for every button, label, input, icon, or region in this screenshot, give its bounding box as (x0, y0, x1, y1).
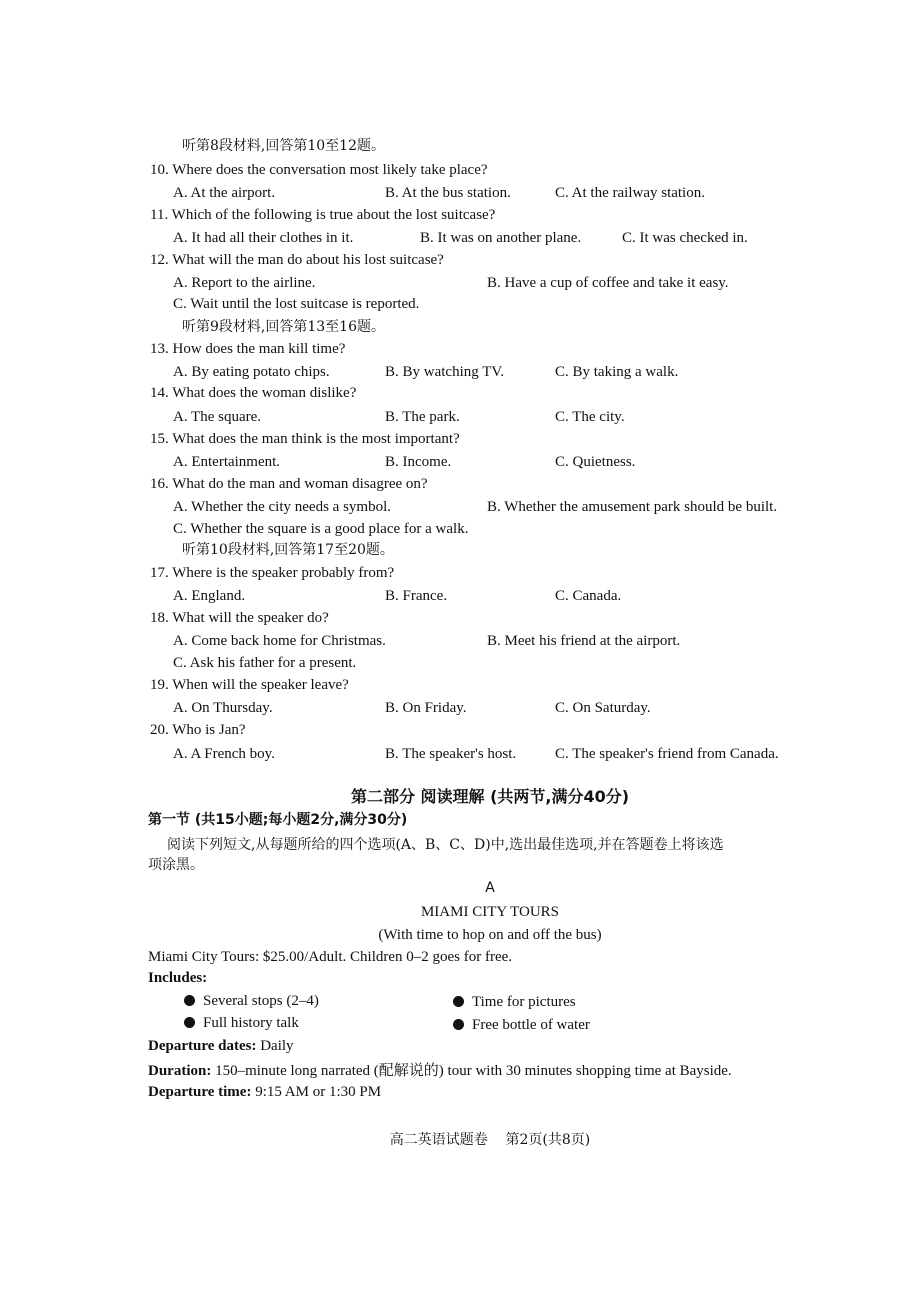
option-b: B. On Friday. (385, 700, 467, 716)
question-13: 13. How does the man kill time? (150, 341, 346, 357)
option-c: C. At the railway station. (555, 185, 705, 201)
include-item (453, 1016, 590, 1034)
include-item (184, 992, 319, 1010)
includes-label: Includes: (148, 970, 208, 986)
option-c: C. Whether the square is a good place for a walk. (173, 521, 469, 537)
bullet-icon (184, 995, 195, 1006)
option-a: A. By eating potato chips. (173, 364, 330, 380)
option-a: A. England. (173, 588, 246, 604)
include-item (184, 1014, 299, 1032)
option-b: B. France. (385, 588, 448, 604)
question-10: 10. Where does the conversation most likely take place? (150, 162, 488, 178)
instructions: 阅读下列短文,从每题所给的四个选项(A、B、C、D)中,选出最佳选项,并在答题卷上将该选 (167, 837, 724, 853)
option-b: B. It was on another plane. (420, 230, 582, 246)
option-a: A. On Thursday. (173, 700, 273, 716)
option-a: A. The square. (173, 409, 262, 425)
passage-subtitle: (With time to hop on and off the bus) (378, 927, 602, 943)
question-17: 17. Where is the speaker probably from? (150, 565, 395, 581)
option-b: B. By watching TV. (385, 364, 505, 380)
passage-title: MIAMI CITY TOURS (420, 904, 560, 920)
option-b: B. The speaker's host. (385, 746, 517, 762)
duration (148, 1062, 732, 1080)
section-intro: 听第8段材料,回答第10至12题。 (182, 138, 385, 154)
question-20: 20. Who is Jan? (150, 722, 246, 738)
option-a: A. A French boy. (173, 746, 275, 762)
question-12: 12. What will the man do about his lost suitcase? (150, 252, 444, 268)
departure-dates (148, 1037, 294, 1055)
value: Daily (256, 1038, 294, 1054)
label: Departure dates: (148, 1038, 257, 1054)
option-c: C. It was checked in. (622, 230, 748, 246)
option-c: C. Quietness. (555, 454, 636, 470)
instructions-cont: 项涂黑。 (148, 857, 204, 873)
option-b: B. The park. (385, 409, 460, 425)
bullet-icon (453, 996, 464, 1007)
option-b: B. Meet his friend at the airport. (487, 633, 681, 649)
bullet-icon (184, 1017, 195, 1028)
value: 150–minute long narrated (配解说的) tour with 30 minutes shopping time at Bayside. (211, 1063, 732, 1079)
option-a: A. Entertainment. (173, 454, 281, 470)
question-18: 18. What will the speaker do? (150, 610, 329, 626)
option-a: A. At the airport. (173, 185, 276, 201)
question-14: 14. What does the woman dislike? (150, 385, 357, 401)
option-a: A. It had all their clothes in it. (173, 230, 354, 246)
part-title: 第二部分 阅读理解 (共两节,满分40分) (350, 787, 630, 806)
question-15: 15. What does the man think is the most important? (150, 431, 460, 447)
page-footer: 高二英语试题卷 第2页(共8页) (389, 1132, 591, 1148)
price-line: Miami City Tours: $25.00/Adult. Children 0–2 goes for free. (148, 949, 513, 965)
option-b: B. Have a cup of coffee and take it easy. (487, 275, 729, 291)
question-19: 19. When will the speaker leave? (150, 677, 349, 693)
section-heading: 第一节 (共15小题;每小题2分,满分30分) (148, 812, 408, 828)
option-a: A. Whether the city needs a symbol. (173, 499, 391, 515)
option-c: C. Canada. (555, 588, 622, 604)
option-a: A. Report to the airline. (173, 275, 316, 291)
include-text: Time for pictures (472, 994, 576, 1010)
label: Duration: (148, 1063, 212, 1079)
bullet-icon (453, 1019, 464, 1030)
departure-time (148, 1083, 381, 1101)
option-b: B. Income. (385, 454, 452, 470)
option-c: C. By taking a walk. (555, 364, 679, 380)
option-c: C. Wait until the lost suitcase is reported. (173, 296, 420, 312)
include-text: Full history talk (203, 1015, 299, 1031)
option-c: C. On Saturday. (555, 700, 651, 716)
include-item (453, 993, 576, 1011)
option-b: B. Whether the amusement park should be built. (487, 499, 778, 515)
passage-label: A (485, 880, 495, 896)
option-b: B. At the bus station. (385, 185, 511, 201)
option-c: C. The speaker's friend from Canada. (555, 746, 779, 762)
section-intro: 听第10段材料,回答第17至20题。 (182, 542, 394, 558)
question-16: 16. What do the man and woman disagree on? (150, 476, 428, 492)
option-c: C. The city. (555, 409, 625, 425)
label: Departure time: (148, 1084, 252, 1100)
option-a: A. Come back home for Christmas. (173, 633, 386, 649)
option-c: C. Ask his father for a present. (173, 655, 357, 671)
value: 9:15 AM or 1:30 PM (251, 1084, 382, 1100)
section-intro: 听第9段材料,回答第13至16题。 (182, 319, 385, 335)
question-11: 11. Which of the following is true about the lost suitcase? (150, 207, 496, 223)
include-text: Several stops (2–4) (203, 993, 319, 1009)
include-text: Free bottle of water (472, 1017, 590, 1033)
